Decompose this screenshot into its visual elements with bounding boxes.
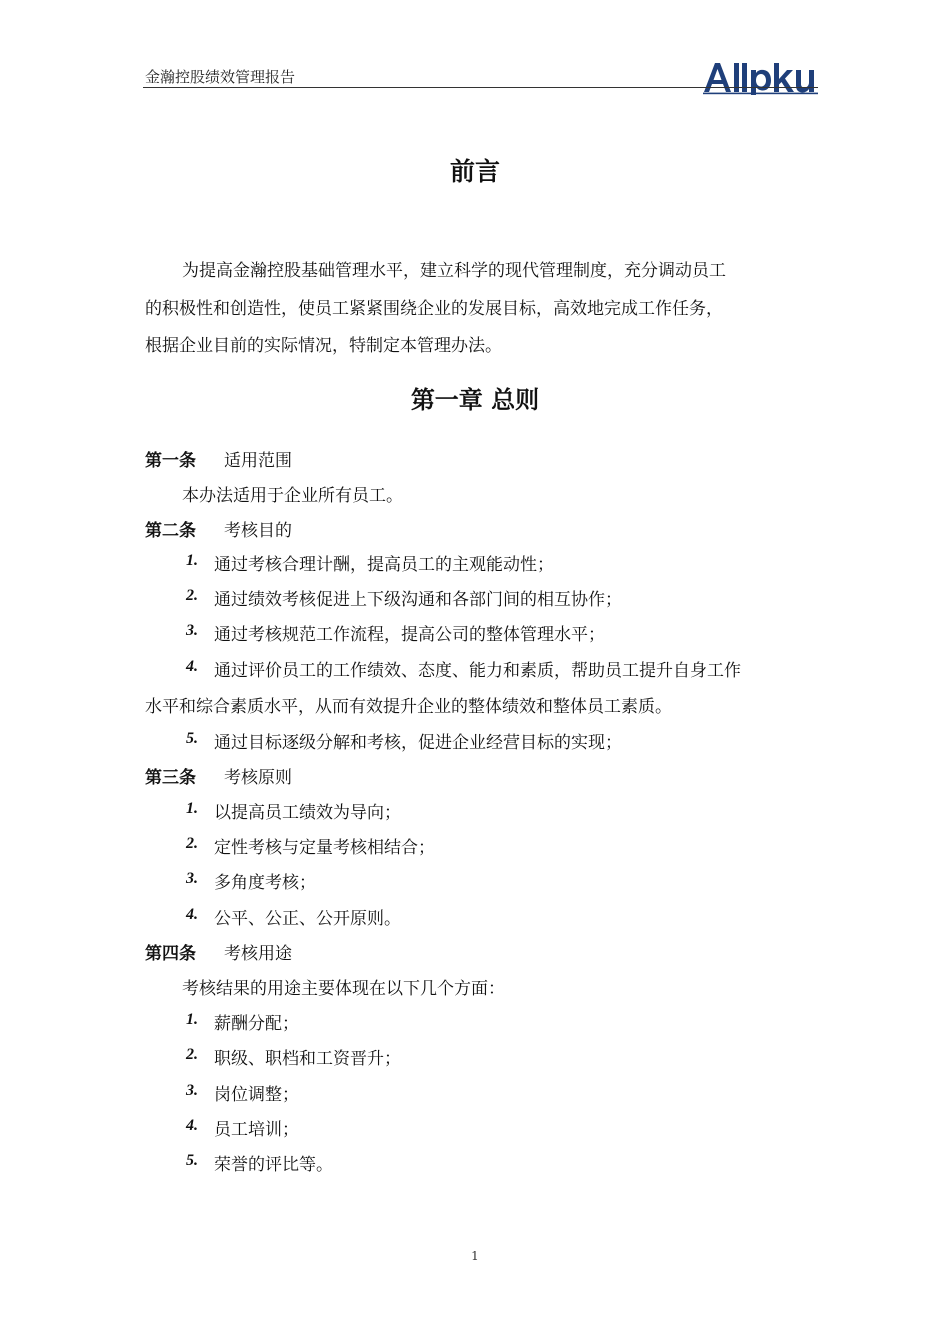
list-item: 以提高员工绩效为导向； xyxy=(214,803,401,823)
list-item-number: 1. xyxy=(186,800,198,817)
article-4-number: 第四条 xyxy=(145,944,196,964)
list-item-number: 2. xyxy=(186,587,198,604)
page-number: 1 xyxy=(471,1249,479,1263)
list-item-number: 5. xyxy=(186,730,198,747)
header-divider xyxy=(143,87,818,88)
list-item: 员工培训； xyxy=(214,1120,299,1140)
list-item: 通过目标逐级分解和考核，促进企业经营目标的实现； xyxy=(214,733,622,753)
list-item-number: 3. xyxy=(186,622,198,639)
article-3-number: 第三条 xyxy=(145,768,196,788)
list-item-number: 4. xyxy=(186,1117,198,1134)
list-item-number: 2. xyxy=(186,835,198,852)
list-item: 职级、职档和工资晋升； xyxy=(214,1049,401,1069)
article-4-intro: 考核结果的用途主要体现在以下几个方面： xyxy=(182,979,505,999)
list-item: 公平、公正、公开原则。 xyxy=(214,909,401,929)
list-item-continuation: 水平和综合素质水平，从而有效提升企业的整体绩效和整体员工素质。 xyxy=(145,697,672,717)
list-item-number: 2. xyxy=(186,1046,198,1063)
list-item-number: 3. xyxy=(186,1082,198,1099)
preface-line-3: 根据企业目前的实际情况，特制定本管理办法。 xyxy=(145,336,502,356)
allpku-logo xyxy=(703,59,818,95)
chapter-1-title: 第一章 总则 xyxy=(410,385,540,414)
list-item: 通过考核规范工作流程，提高公司的整体管理水平； xyxy=(214,625,605,645)
list-item: 通过绩效考核促进上下级沟通和各部门间的相互协作； xyxy=(214,590,622,610)
list-item: 荣誉的评比等。 xyxy=(214,1155,333,1175)
list-item: 通过评价员工的工作绩效、态度、能力和素质，帮助员工提升自身工作 xyxy=(214,661,741,681)
article-3-title: 考核原则 xyxy=(224,768,292,788)
list-item: 岗位调整； xyxy=(214,1085,299,1105)
article-4-title: 考核用途 xyxy=(224,944,292,964)
list-item: 通过考核合理计酬，提高员工的主观能动性； xyxy=(214,555,554,575)
list-item-number: 4. xyxy=(186,658,198,675)
article-1-title: 适用范围 xyxy=(224,451,292,471)
list-item-number: 3. xyxy=(186,870,198,887)
list-item-number: 1. xyxy=(186,552,198,569)
preface-line-1: 为提高金瀚控股基础管理水平，建立科学的现代管理制度，充分调动员工 xyxy=(182,261,726,281)
list-item: 定性考核与定量考核相结合； xyxy=(214,838,435,858)
preface-line-2: 的积极性和创造性，使员工紧紧围绕企业的发展目标，高效地完成工作任务， xyxy=(145,299,723,319)
article-2-title: 考核目的 xyxy=(224,521,292,541)
article-1-number: 第一条 xyxy=(145,451,196,471)
article-2-number: 第二条 xyxy=(145,521,196,541)
running-header: 金瀚控股绩效管理报告 xyxy=(145,68,296,86)
list-item-number: 4. xyxy=(186,906,198,923)
list-item-number: 1. xyxy=(186,1011,198,1028)
list-item-number: 5. xyxy=(186,1152,198,1169)
article-1-body: 本办法适用于企业所有员工。 xyxy=(182,486,403,506)
list-item: 多角度考核； xyxy=(214,873,316,893)
preface-title: 前言 xyxy=(449,157,500,186)
list-item: 薪酬分配； xyxy=(214,1014,299,1034)
